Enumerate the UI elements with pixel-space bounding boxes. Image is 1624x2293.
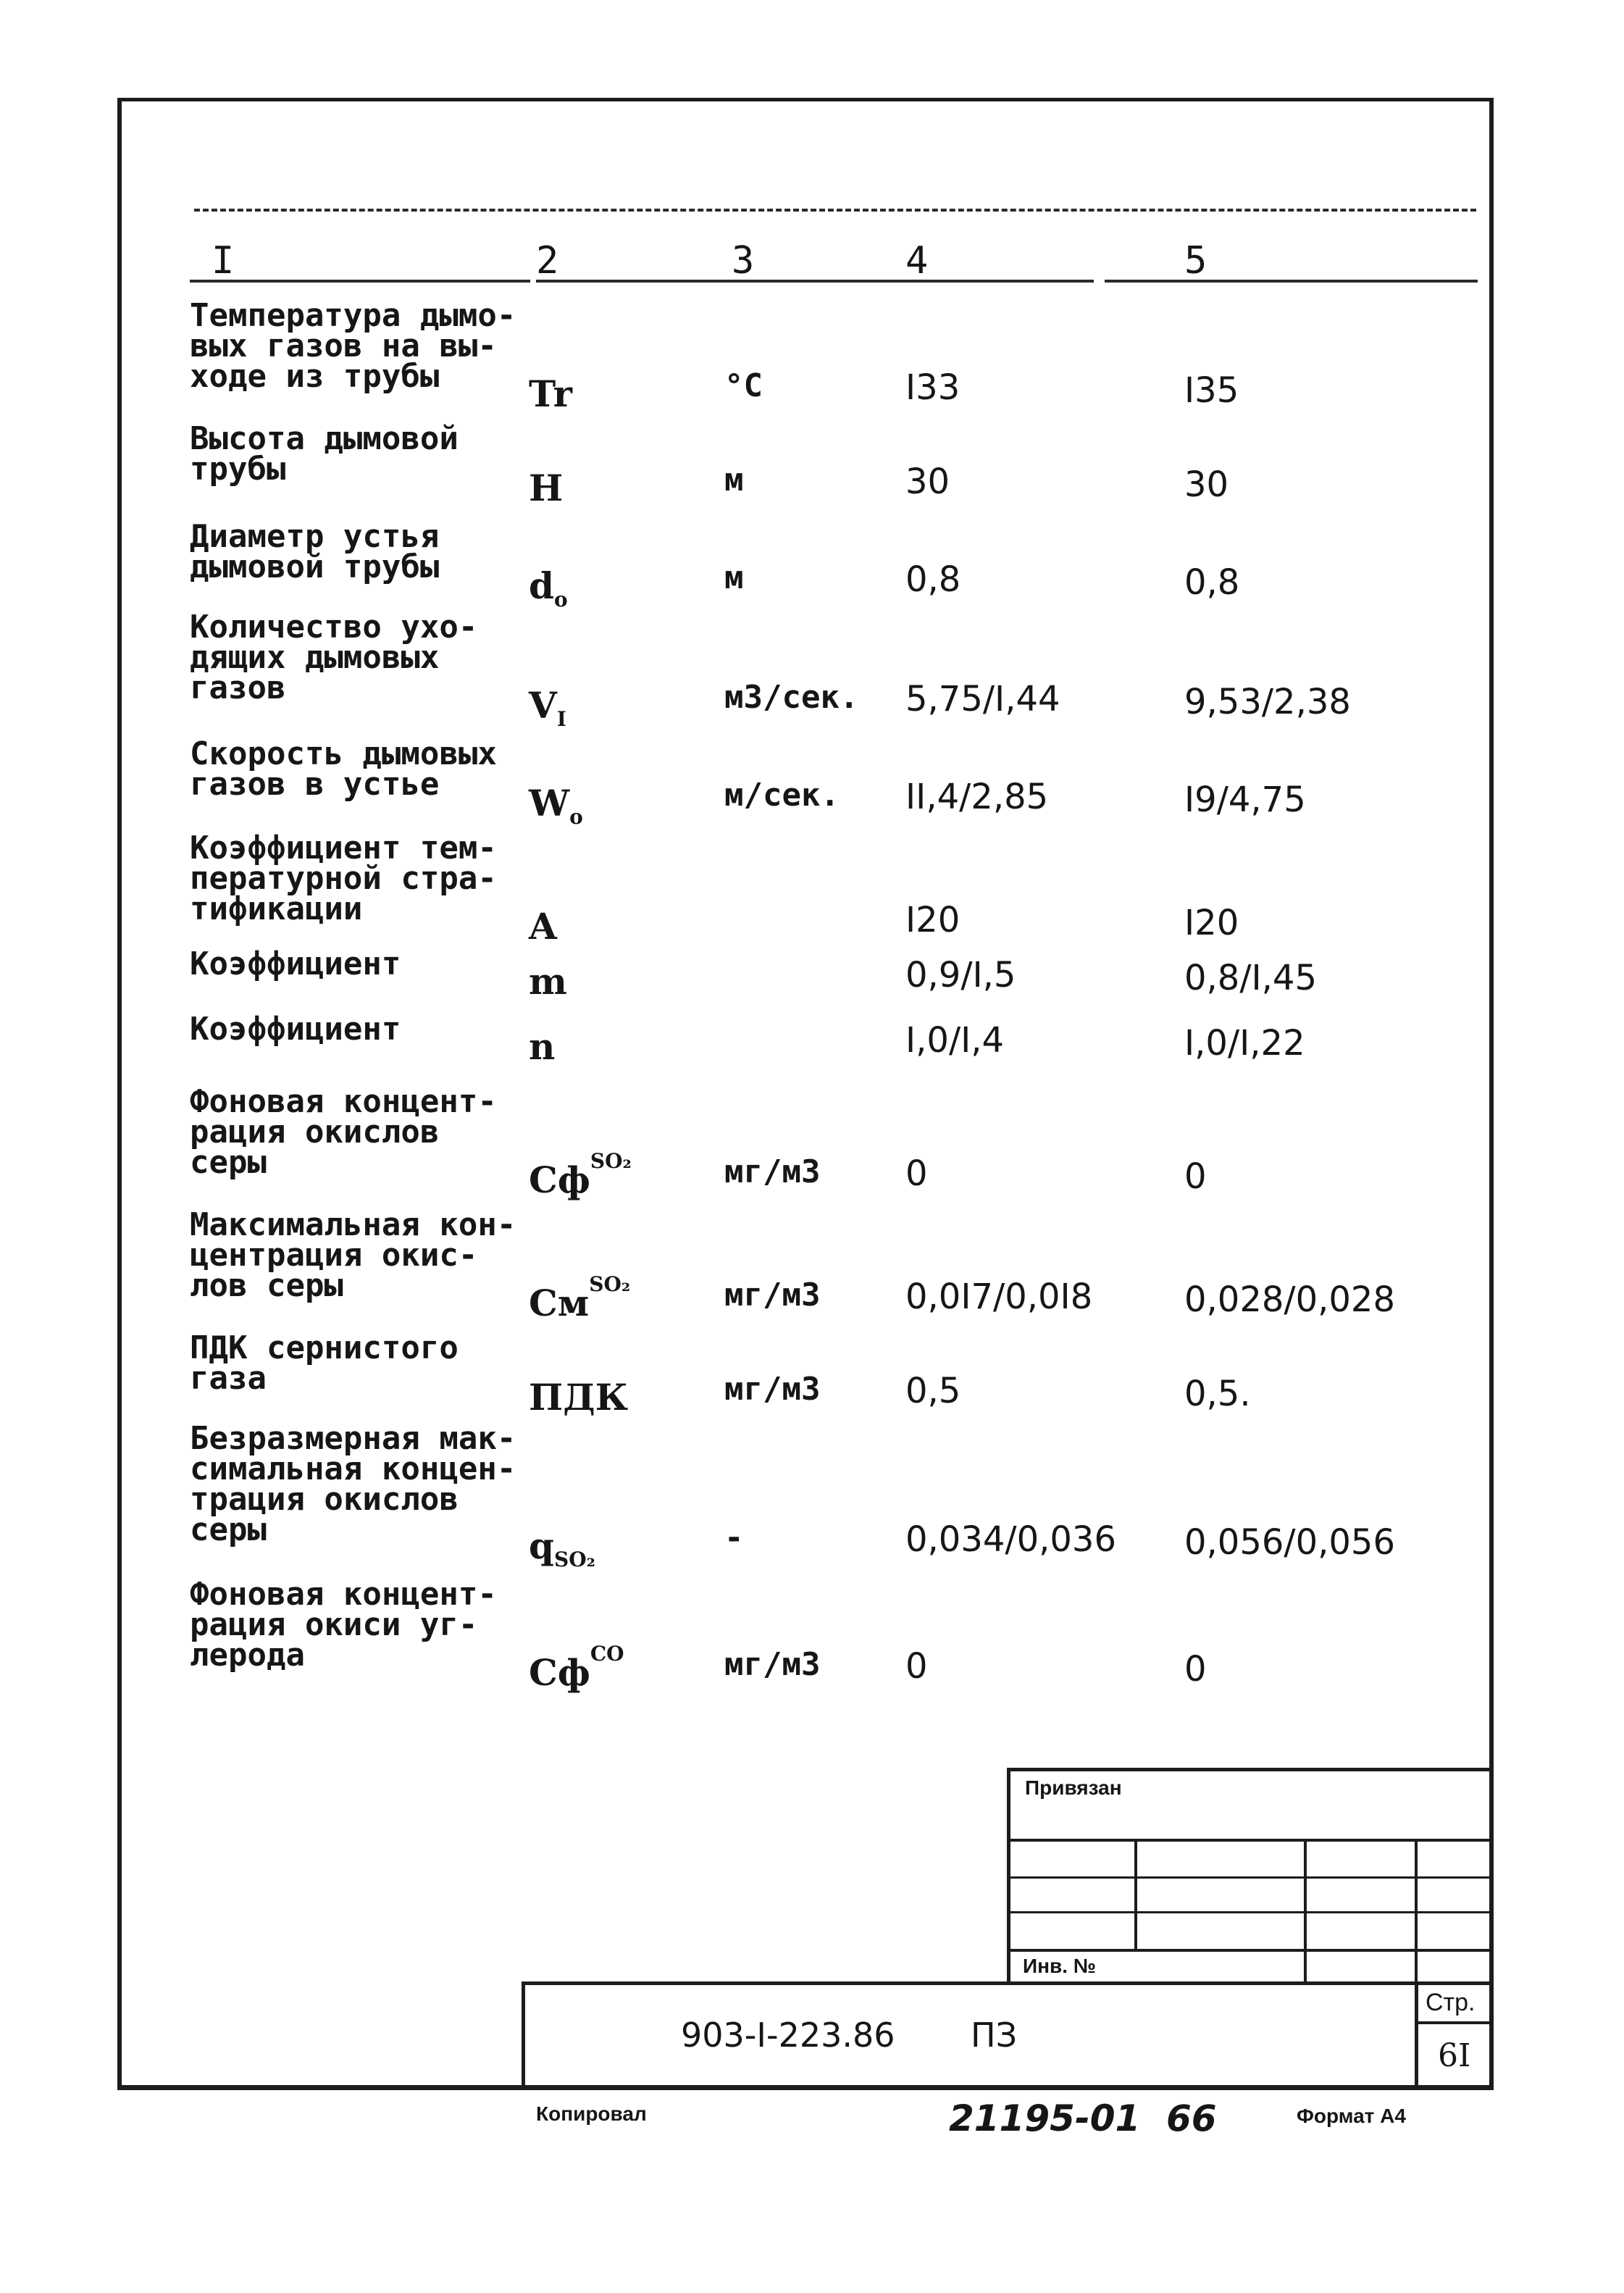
header-col-4: 4 — [898, 239, 1094, 283]
parameter-symbol: A — [529, 905, 557, 948]
parameter-label: Температура дымо- вых газов на вы- ходе из трубы — [190, 297, 516, 395]
parameter-unit: - — [724, 1519, 744, 1556]
parameter-unit: м3/сек. — [724, 679, 859, 716]
parameter-label: Безразмерная мак- симальная концен- трация окислов серы — [190, 1420, 516, 1548]
kopiroval-label: Копировал — [536, 2102, 647, 2125]
title-block-vline-3 — [1415, 1839, 1418, 1984]
page-number: 6I — [1438, 2037, 1471, 2074]
title-block-vline-1 — [1134, 1839, 1137, 1949]
parameter-label: Коэффициент — [190, 1011, 401, 1048]
parameter-label: Высота дымовой трубы — [190, 420, 459, 488]
parameter-unit: м — [724, 461, 744, 498]
value-col-4: 0 — [905, 1646, 928, 1687]
parameter-unit: м/сек. — [724, 777, 840, 814]
parameter-label: Максимальная кон- центрация окис- лов серы — [190, 1206, 516, 1304]
format-label: Формат А4 — [1297, 2105, 1406, 2127]
parameter-symbol: $q_{SO_2}$ — [529, 1524, 595, 1571]
title-block-vline-2 — [1304, 1839, 1307, 1984]
parameter-symbol: m — [529, 960, 567, 1003]
parameter-unit: мг/м3 — [724, 1277, 821, 1313]
parameter-symbol: $Сф^{CO}$ — [529, 1642, 624, 1694]
value-col-4: II,4/2,85 — [905, 777, 1049, 817]
value-col-5: 0,5. — [1184, 1374, 1251, 1414]
value-col-4: I20 — [905, 900, 960, 940]
value-col-5: 0,028/0,028 — [1184, 1279, 1395, 1320]
value-col-5: 0 — [1184, 1649, 1207, 1690]
doc-code: 903-I-223.86 — [681, 2016, 895, 2055]
parameter-symbol: Tr — [529, 372, 572, 415]
doc-type: ПЗ — [971, 2016, 1018, 2055]
title-block-page-hline — [1415, 2021, 1494, 2024]
value-col-4: 30 — [905, 461, 950, 502]
parameter-symbol: $V_I$ — [529, 684, 566, 731]
value-col-5: I,0/I,22 — [1184, 1023, 1305, 1064]
parameter-unit: м — [724, 559, 744, 596]
parameter-unit: °C — [724, 367, 763, 404]
value-col-5: 9,53/2,38 — [1184, 682, 1351, 722]
value-col-5: 0 — [1184, 1156, 1207, 1197]
parameter-symbol: n — [529, 1025, 556, 1068]
header-col-5: 5 — [1105, 239, 1478, 283]
value-col-4: 0,034/0,036 — [905, 1519, 1116, 1560]
inv-no-label: Инв. № — [1023, 1955, 1097, 1977]
value-col-5: 0,8/I,45 — [1184, 958, 1317, 998]
value-col-5: I20 — [1184, 903, 1239, 943]
parameter-symbol: $W_o$ — [529, 782, 583, 829]
parameter-unit: мг/м3 — [724, 1371, 821, 1408]
parameter-symbol: $d_o$ — [529, 564, 568, 611]
page-label: Стр. — [1426, 1989, 1476, 2016]
value-col-4: I33 — [905, 367, 960, 408]
parameter-label: ПДК сернистого газа — [190, 1329, 459, 1397]
parameter-label: Скорость дымовых газов в устье — [190, 735, 497, 803]
parameter-unit: мг/м3 — [724, 1153, 821, 1190]
parameter-label: Количество ухо- дящих дымовых газов — [190, 609, 478, 706]
value-col-4: 0,8 — [905, 559, 961, 600]
parameter-label: Фоновая концент- рация окиси уг- лерода — [190, 1576, 497, 1674]
handwritten-number: 66 — [1166, 2097, 1217, 2139]
parameter-symbol: ПДК — [529, 1376, 629, 1419]
value-col-5: 0,8 — [1184, 562, 1240, 603]
privyazan-label: Привязан — [1025, 1776, 1122, 1799]
parameter-label: Фоновая концент- рация окислов серы — [190, 1083, 497, 1181]
title-block-line-3 — [1007, 1911, 1494, 1913]
parameter-label: Коэффициент тем- пературной стра- тификации — [190, 830, 497, 927]
value-col-4: 0,9/I,5 — [905, 955, 1016, 995]
value-col-5: 30 — [1184, 464, 1229, 505]
value-col-5: 0,056/0,056 — [1184, 1522, 1395, 1563]
title-block-line-2 — [1007, 1876, 1494, 1879]
parameter-symbol: $Сф^{SO_2}$ — [529, 1149, 632, 1201]
value-col-4: 0,5 — [905, 1371, 961, 1411]
parameter-label: Диаметр устья дымовой трубы — [190, 518, 440, 585]
value-col-4: 0,0I7/0,0I8 — [905, 1277, 1093, 1317]
value-col-4: 0 — [905, 1153, 928, 1194]
title-block-line-1 — [1007, 1839, 1494, 1842]
parameter-unit: мг/м3 — [724, 1646, 821, 1683]
title-block-page-divider — [1415, 1981, 1418, 2090]
parameter-label: Коэффициент — [190, 945, 401, 982]
value-col-5: I35 — [1184, 370, 1239, 411]
parameter-symbol: $См^{SO_2}$ — [529, 1272, 631, 1324]
header-col-3: 3 — [717, 239, 898, 283]
value-col-4: 5,75/I,44 — [905, 679, 1060, 719]
header-col-1: I — [190, 239, 530, 283]
value-col-5: I9/4,75 — [1184, 780, 1306, 820]
handwritten-code: 21195-01 — [949, 2097, 1141, 2139]
header-col-2: 2 — [536, 239, 717, 283]
table-top-rule — [194, 209, 1476, 212]
parameter-symbol: H — [529, 467, 564, 509]
title-block-line-4 — [1007, 1949, 1494, 1952]
value-col-4: I,0/I,4 — [905, 1020, 1005, 1061]
